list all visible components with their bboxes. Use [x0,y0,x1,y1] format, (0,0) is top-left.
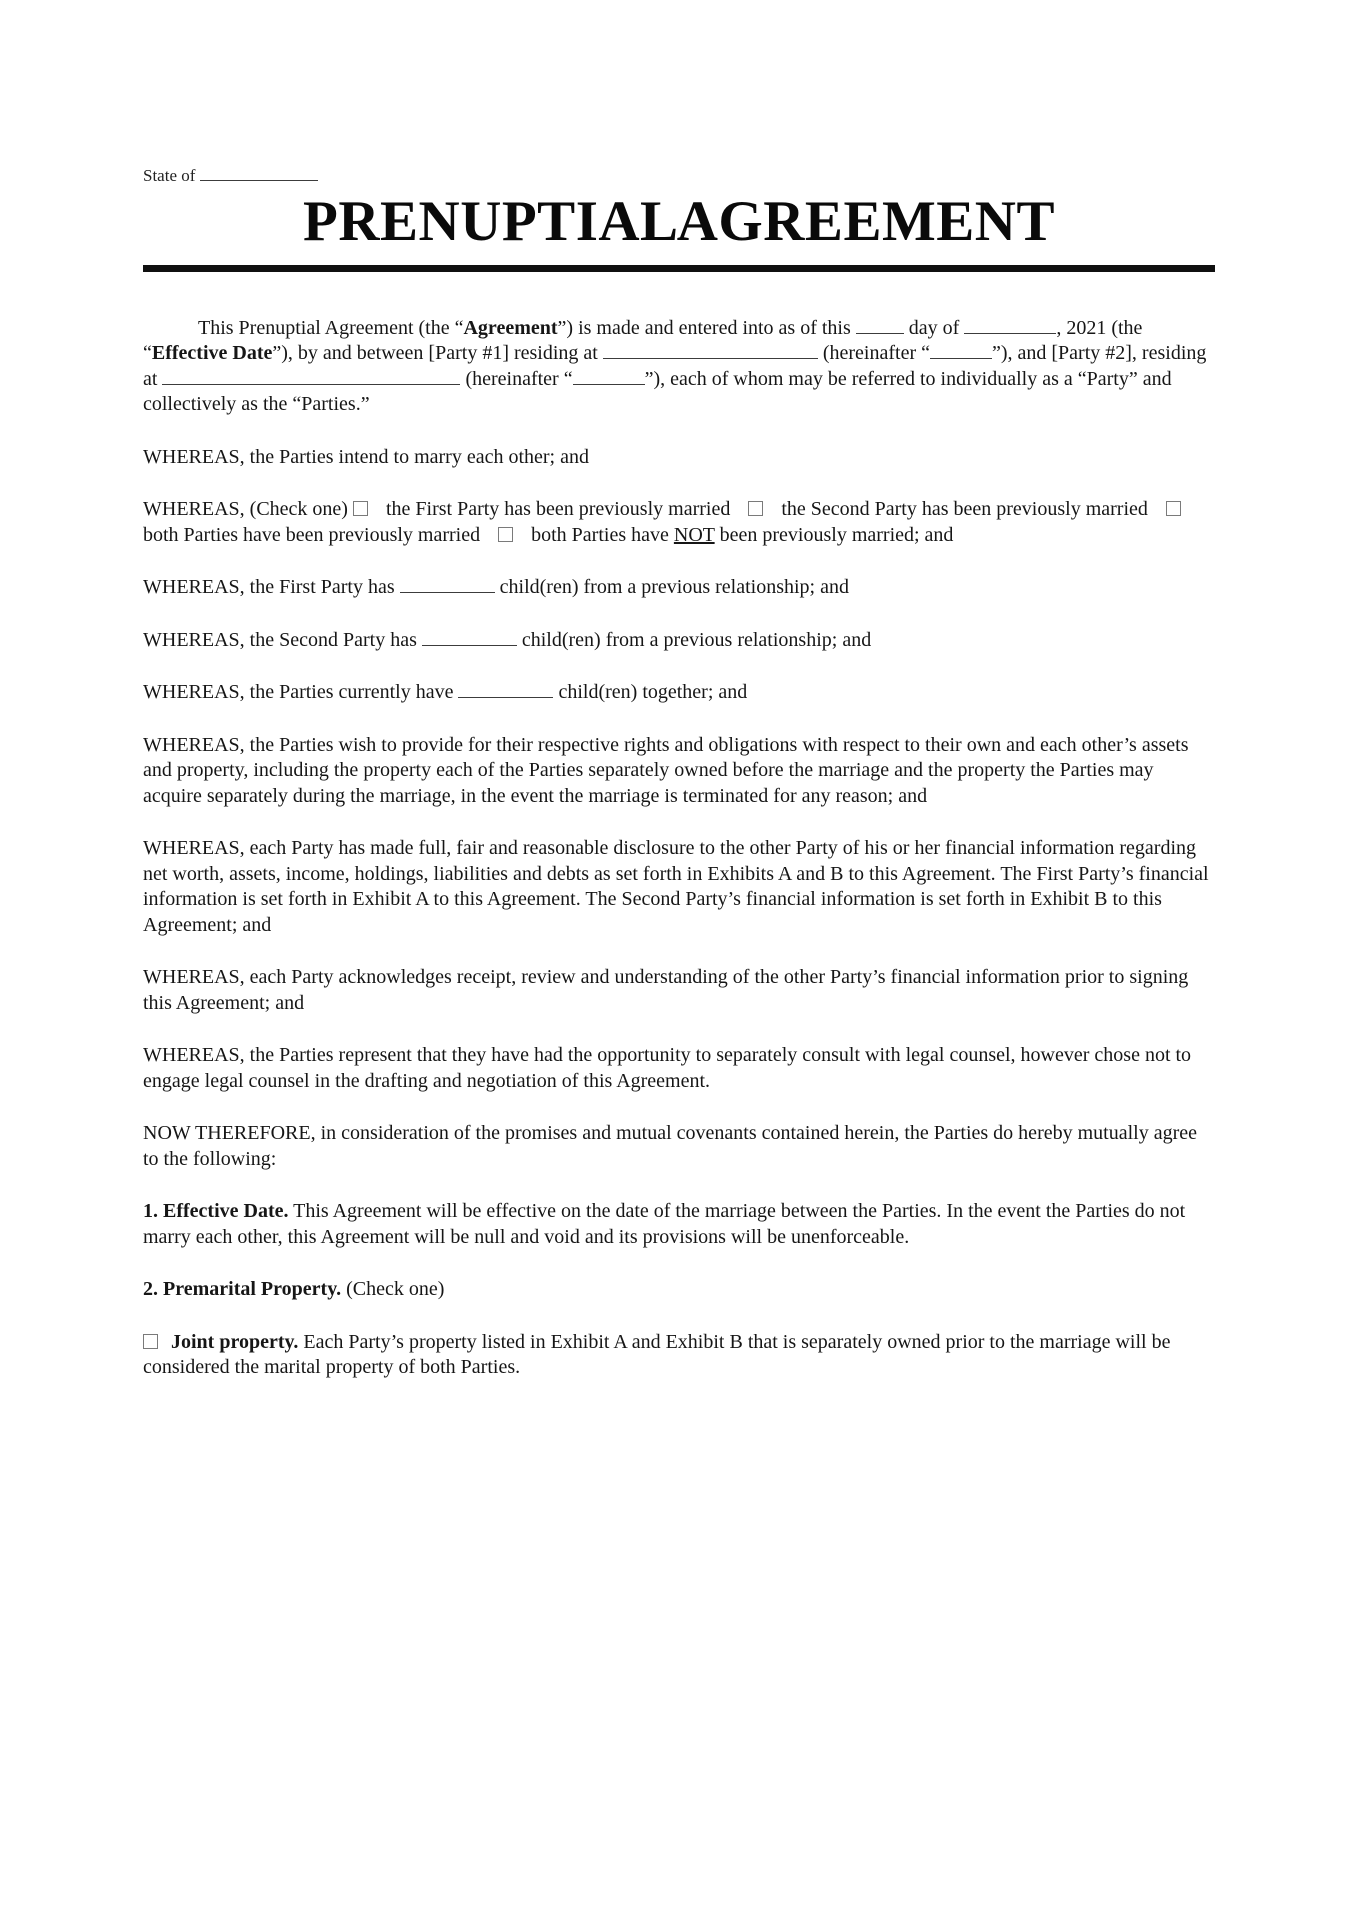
paragraph-clause-effective-date: 1. Effective Date. This Agreement will be effective on the date of the marriage between the Parties. In the event the Parties do not marry each other, this Agreement will be null and void and its provisions will be unenforceable. [143,1200,1186,1248]
paragraph-whereas-previous-marriage: WHEREAS, (Check one) the First Party has been previously married the Second Party has been previously married both Parties have been previously married both Parties have NOT been previously married; and [143,497,1215,548]
blank-party2-name[interactable] [573,371,645,385]
blank-children-together[interactable] [458,684,553,698]
paragraph-whereas-financial-disclosure: WHEREAS, each Party has made full, fair and reasonable disclosure to the other Party of his or her financial information regarding net worth, assets, income, holdings, liabilities and debts as set forth in Exhibits A and B to this Agreement. The First Party’s financial information is set forth in Exhibit A to this Agreement. The Second Party’s financial information is set forth in Exhibit B to this Agreement; and [143,837,1209,936]
checkbox-both-parties-not-previously-married[interactable] [498,527,513,542]
paragraph-whereas-legal-counsel: WHEREAS, the Parties represent that they have had the opportunity to separately consult with legal counsel, however chose not to engage legal counsel in the drafting and negotiation of this Agreement. [143,1044,1192,1092]
blank-second-party-children[interactable] [422,632,517,646]
blank-day[interactable] [856,320,904,334]
paragraph-whereas-children-together: WHEREAS, the Parties currently have child(ren) together; and [143,681,748,704]
document-body [143,316,1215,1381]
bold-term: 1. Effective Date. [143,1200,289,1223]
document-page [0,166,1360,1381]
blank-first-party-children[interactable] [400,579,495,593]
paragraph-whereas-acknowledges-receipt: WHEREAS, each Party acknowledges receipt, review and understanding of the other Party’s financial information prior to signing this Agreement; and [143,966,1189,1014]
checkbox-both-parties-previously-married[interactable] [1166,501,1181,516]
checkbox-second-party-previously-married[interactable] [748,501,763,516]
bold-term: 2. Premarital Property. [143,1278,342,1301]
state-of-label: State of [143,166,196,185]
paragraph-clause-premarital-property: 2. Premarital Property. (Check one) [143,1278,445,1301]
blank-party2-address[interactable] [162,371,460,385]
blank-party1-address[interactable] [603,345,818,359]
bold-term: Agreement [463,316,558,339]
blank-month[interactable] [964,320,1056,334]
blank-state[interactable] [200,167,318,181]
underlined-term: NOT [673,523,715,546]
paragraph-whereas-marry: WHEREAS, the Parties intend to marry each other; and [143,445,589,468]
bold-term: Joint property. [171,1330,299,1353]
bold-term: Effective Date [151,342,273,365]
paragraph-whereas-first-party-children: WHEREAS, the First Party has child(ren) from a previous relationship; and [143,576,849,599]
checkbox-first-party-previously-married[interactable] [353,501,368,516]
checkbox-joint-property[interactable] [143,1334,158,1349]
paragraph-option-joint-property: Joint property. Each Party’s property listed in Exhibit A and Exhibit B that is separately owned prior to the marriage will be considered the marital property of both Parties. [143,1330,1171,1379]
title-divider [143,265,1215,272]
paragraph-whereas-rights-obligations: WHEREAS, the Parties wish to provide for their respective rights and obligations with respect to their own and each other’s assets and property, including the property each of the Parties separately owned before the marriage and the property the Parties may acquire separately during the marriage, in the event the marriage is terminated for any reason; and [143,733,1189,807]
paragraph-whereas-second-party-children: WHEREAS, the Second Party has child(ren) from a previous relationship; and [143,628,872,651]
document-title: PRENUPTIAL AGREEMENT [303,190,1055,253]
paragraph-now-therefore: NOW THEREFORE, in consideration of the promises and mutual covenants contained herein, the Parties do hereby mutually agree to the following: [143,1122,1197,1170]
paragraph-intro: This Prenuptial Agreement (the “Agreement”) is made and entered into as of this day of , 2021 (the “Effective Date”), by and between [Party #1] residing at (hereinafter “ ”), and [Party #2], residing at (hereinafter “ ”), each of whom may be referred to individually as a “Party” and collectively as the “Parties.” [143,316,1207,416]
state-line [143,166,1215,186]
blank-party1-name[interactable] [930,345,992,359]
